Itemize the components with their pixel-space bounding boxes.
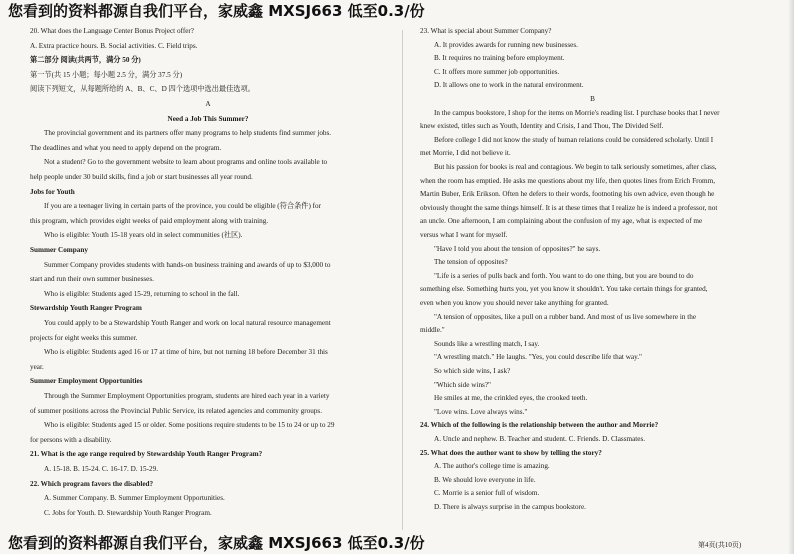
right-column-line: B. We should love everyone in life. bbox=[434, 475, 536, 484]
watermark-bottom: 您看到的资料都源自我们平台，家威鑫 MXSJ663 低至0.3/份 bbox=[8, 534, 425, 552]
right-column-line: "Life is a series of pulls back and forth. You want to do one thing, but you are bound to do bbox=[434, 271, 694, 280]
left-column-line: A. Extra practice hours. B. Social activities. C. Field trips. bbox=[30, 41, 198, 50]
left-column-line: of summer positions across the Provincial Public Service, its related agencies and community groups. bbox=[30, 406, 323, 415]
right-column-line: something else. Something hurts you, yet you know it shouldn't. You take certain things for granted, bbox=[420, 285, 708, 294]
left-column-line: Summer Employment Opportunities bbox=[30, 377, 143, 386]
right-column-line: 24. Which of the following is the relationship between the author and Morrie? bbox=[420, 421, 659, 430]
left-column-line: start and run their own summer businesses. bbox=[30, 275, 154, 284]
right-column-line: met Morrie, I did not believe it. bbox=[420, 149, 511, 158]
right-column-line: In the campus bookstore, I shop for the items on Morrie's reading list. I purchase books that I never bbox=[434, 108, 720, 117]
left-column-line: Jobs for Youth bbox=[30, 187, 75, 196]
right-column-line: even when you know you should never take anything for granted. bbox=[420, 299, 609, 307]
left-column-line: Summer Company provides students with hands-on business training and awards of up to $3,000 to bbox=[44, 260, 331, 269]
left-column-line: Not a student? Go to the government website to learn about programs and online tools available to bbox=[44, 158, 328, 167]
right-column-line: A. The author's college time is amazing. bbox=[434, 462, 550, 471]
left-column-line: 阅读下列短文，从每题所给的 A、B、C、D 四个选项中选出最佳选项。 bbox=[30, 85, 255, 94]
left-column-line: If you are a teenager living in certain parts of the province, you could be eligible (符合条件) for bbox=[44, 202, 322, 211]
right-column-line: So which side wins, I ask? bbox=[434, 367, 511, 375]
right-column-line: D. It allows one to work in the natural environment. bbox=[434, 81, 584, 90]
right-column-line: C. It offers more summer job opportunities. bbox=[434, 67, 560, 76]
right-column-line: 23. What is special about Summer Company? bbox=[420, 27, 552, 35]
scan-edge bbox=[788, 0, 794, 554]
right-column-line: versus what I want for myself. bbox=[420, 231, 508, 239]
right-column-line: But his passion for books is real and contagious. We begin to talk seriously sometimes, after class, bbox=[434, 163, 717, 171]
right-column-line: 25. What does the author want to show by telling the story? bbox=[420, 448, 602, 457]
left-column-line: Who is eligible: Students aged 16 or 17 at time of hire, but not turning 18 before December 31 this bbox=[44, 348, 328, 357]
left-column-line: help people under 30 build skills, find a job or start businesses all year round. bbox=[30, 173, 253, 181]
left-column-line: A. Summer Company. B. Summer Employment Opportunities. bbox=[44, 494, 225, 503]
left-column-line: 第一节(共 15 小题；每小题 2.5 分，满分 37.5 分) bbox=[30, 70, 183, 79]
right-column-line: A. Uncle and nephew. B. Teacher and student. C. Friends. D. Classmates. bbox=[434, 435, 646, 443]
right-column-line: He smiles at me, the crinkled eyes, the crooked teeth. bbox=[434, 394, 588, 403]
right-column-line: Martin Buber, Erik Erikson. Often he defers to their words, footnoting his own advice, even though he bbox=[420, 190, 715, 199]
right-column-line: The tension of opposites? bbox=[434, 258, 508, 267]
left-column-line: 第二部分 阅读(共两节，满分 50 分) bbox=[30, 56, 141, 65]
left-column-line: Need a Job This Summer? bbox=[167, 114, 249, 123]
left-column-line: year. bbox=[30, 362, 44, 371]
right-column-line: Before college I did not know the study of human relations could be considered scholarly. Until I bbox=[434, 135, 714, 144]
watermark-top: 您看到的资料都源自我们平台，家威鑫 MXSJ663 低至0.3/份 bbox=[8, 2, 425, 20]
left-column-line: 22. Which program favors the disabled? bbox=[30, 479, 154, 488]
right-column-line: B bbox=[590, 95, 595, 103]
left-column-line: 21. What is the age range required by Stewardship Youth Ranger Program? bbox=[30, 450, 263, 459]
left-column-line: You could apply to be a Stewardship Youth Ranger and work on local natural resource management bbox=[44, 319, 331, 327]
right-column-line: when the room has emptied. He asks me questions about my life, then quotes lines from Erich Fromm, bbox=[420, 176, 716, 185]
right-column-line: D. There is always surprise in the campus bookstore. bbox=[434, 503, 586, 511]
column-divider bbox=[402, 30, 403, 530]
right-column-line: "Have I told you about the tension of opposites?" he says. bbox=[434, 244, 601, 253]
left-column-line: Stewardship Youth Ranger Program bbox=[30, 304, 142, 313]
right-column-line: "A wrestling match." He laughs. "Yes, you could describe life that way." bbox=[434, 353, 642, 362]
right-column-line: Sounds like a wrestling match, I say. bbox=[434, 339, 540, 348]
left-column-line: 20. What does the Language Center Bonus Project offer? bbox=[30, 27, 194, 35]
page-number: 第4页(共10页) bbox=[698, 541, 742, 549]
left-column-line: The deadlines and what you need to apply depend on the program. bbox=[30, 143, 222, 152]
right-column-line: middle." bbox=[420, 326, 445, 335]
right-column-line: "A tension of opposites, like a pull on a rubber band. And most of us live somewhere in the bbox=[434, 312, 697, 321]
right-column-line: obviously thought the same things himself. It is at these times that I realize he is indeed a professor, not bbox=[420, 203, 718, 212]
right-column-line: an uncle. One afternoon, I am complaining about the confusion of my age, what is expected of me bbox=[420, 217, 703, 226]
right-column-line: "Love wins. Love always wins." bbox=[434, 407, 528, 416]
left-column-line: C. Jobs for Youth. D. Stewardship Youth Ranger Program. bbox=[44, 508, 212, 517]
left-column-line: Who is eligible: Youth 15-18 years old in select communities (社区). bbox=[44, 231, 243, 240]
left-column-line: projects for eight weeks this summer. bbox=[30, 333, 138, 342]
left-column-line: A bbox=[205, 100, 211, 108]
right-column-line: "Which side wins?" bbox=[434, 380, 491, 389]
left-column-line: for persons with a disability. bbox=[30, 435, 112, 444]
left-column-line: The provincial government and its partners offer many programs to help students find summer jobs. bbox=[44, 129, 332, 138]
left-column-line: Who is eligible: Students aged 15-29, returning to school in the fall. bbox=[44, 289, 240, 298]
right-column-line: A. It provides awards for running new businesses. bbox=[434, 40, 578, 49]
left-column-line: A. 15-18. B. 15-24. C. 16-17. D. 15-29. bbox=[44, 465, 158, 473]
left-column-line: Who is eligible: Students aged 15 or older. Some positions require students to be 15 to 24 or up to 29 bbox=[44, 421, 335, 430]
right-column-line: B. It requires no training before employment. bbox=[434, 54, 565, 63]
left-column-line: this program, which provides eight weeks of paid employment along with training. bbox=[30, 216, 269, 225]
right-column-line: knew existed, titles such as Youth, Identity and Crisis, I and Thou, The Divided Self. bbox=[420, 122, 664, 131]
right-column-line: C. Morrie is a senior full of wisdom. bbox=[434, 489, 540, 498]
left-column-line: Summer Company bbox=[30, 246, 88, 254]
left-column-line: Through the Summer Employment Opportunities program, students are hired each year in a variety bbox=[44, 392, 330, 400]
